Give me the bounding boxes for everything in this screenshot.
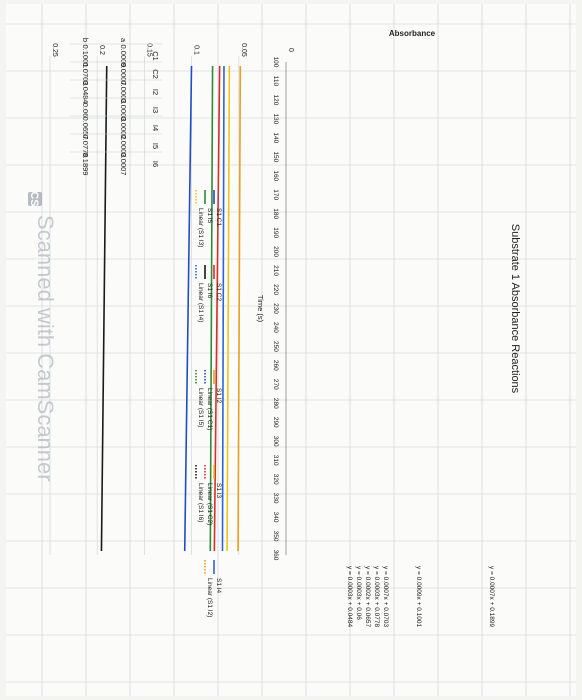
legend-label: Linear (S1 I5) [197,388,204,428]
camscanner-badge-text: CS [28,191,40,207]
y-tick-label: 0 [287,48,294,52]
table-cell: I2 [151,88,160,96]
y-tick-label: 0.15 [145,43,153,57]
trendline-equation: y = 0.0009x + 0.1001 [415,566,422,628]
table-cell: 0.0007 [119,62,128,86]
x-tick-label: 340 [272,511,279,523]
table-cell: C1 [151,51,160,61]
x-tick-label: 270 [272,378,279,390]
y-axis-title: Absorbance [388,29,436,38]
legend-label: Linear (S1 I6) [197,483,204,523]
table-cell: 0.0002 [119,116,128,140]
trendline-equation: y = 0.0003x + 0.0484 [346,566,353,628]
trendline-equation: y = 0.0007x + 0.1899 [488,566,495,628]
table-cell: 0.0657 [81,116,90,140]
x-tick-label: 140 [272,132,279,144]
trendline-equation: y = 0.0003x + 0.06 [355,566,362,620]
table-cell: 0.1001 [81,44,90,68]
trendline-equation: y = 0.0002x + 0.0657 [364,566,371,628]
x-tick-label: 180 [272,208,279,220]
legend-label: S1 C2 [215,283,222,302]
table-cell: 0.0003 [119,80,128,104]
x-tick-label: 320 [272,473,279,485]
x-tick-label: 190 [272,227,279,239]
table-cell: 0.06 [81,102,90,118]
table-header: a [119,37,128,43]
y-tick-label: 0.25 [51,43,58,57]
table-cell: 0.0007 [119,152,128,176]
legend-label: S1 I2 [215,388,222,404]
x-tick-label: 230 [272,303,279,314]
legend-label: S1 I3 [215,483,222,499]
table-cell: C2 [151,69,160,79]
legend-label: Linear (S1 I3) [197,208,204,248]
table-cell: 0.1899 [81,152,90,176]
x-tick-label: 170 [272,189,279,201]
table-header: b [81,37,90,43]
x-tick-label: 150 [272,151,279,163]
x-tick-label: 160 [272,170,279,182]
trendline-equation: y = 0.0003x + 0.0778 [373,566,380,628]
table-cell: 0.0484 [81,80,90,104]
x-tick-label: 250 [272,340,279,352]
legend-label: S1 C1 [215,208,222,227]
x-tick-label: 200 [272,246,279,258]
legend-label: S1 I4 [215,578,222,594]
legend-label: S1 I5 [206,208,213,224]
legend-label: Linear (S1 C1) [206,388,213,431]
x-tick-label: 290 [272,416,279,428]
table-cell: I3 [151,106,160,114]
x-tick-label: 280 [272,397,279,409]
x-tick-label: 360 [272,549,279,561]
x-tick-label: 110 [272,75,279,87]
table-cell: I4 [151,124,160,132]
table-cell: 0.0009 [119,44,128,68]
legend-label: Linear (S1 I2) [206,578,213,618]
table-cell: 0.0778 [81,134,90,158]
camscanner-watermark: Scanned with CamScanner [33,215,58,482]
table-cell: 0.0703 [81,62,90,86]
x-tick-label: 220 [272,284,279,295]
table-cell: I5 [151,142,160,150]
x-tick-label: 260 [272,359,279,371]
x-tick-label: 310 [272,454,279,466]
y-tick-label: 0.2 [98,45,106,55]
y-tick-label: 0.05 [239,43,247,57]
x-tick-label: 300 [272,435,279,447]
legend-label: S1 I6 [206,283,213,299]
x-tick-label: 350 [272,530,279,542]
table-cell: 0.0003 [119,98,128,122]
x-tick-label: 240 [272,322,279,333]
y-tick-label: 0.1 [192,45,200,55]
x-tick-label: 330 [272,492,279,504]
x-axis-title: Time (s) [256,294,265,323]
x-tick-label: 100 [272,56,279,68]
table-cell: I6 [151,160,160,168]
x-tick-label: 210 [272,265,279,277]
table-cell: 0.0003 [119,134,128,158]
chart-title: Substrate 1 Absorbance Reactions [509,223,521,394]
x-tick-label: 130 [272,113,279,125]
legend-label: Linear (S1 I4) [197,283,204,323]
trendline-equation: y = 0.0007x + 0.0703 [382,566,389,628]
legend-label: Linear (S1 C2) [206,483,213,526]
x-tick-label: 120 [272,94,279,106]
